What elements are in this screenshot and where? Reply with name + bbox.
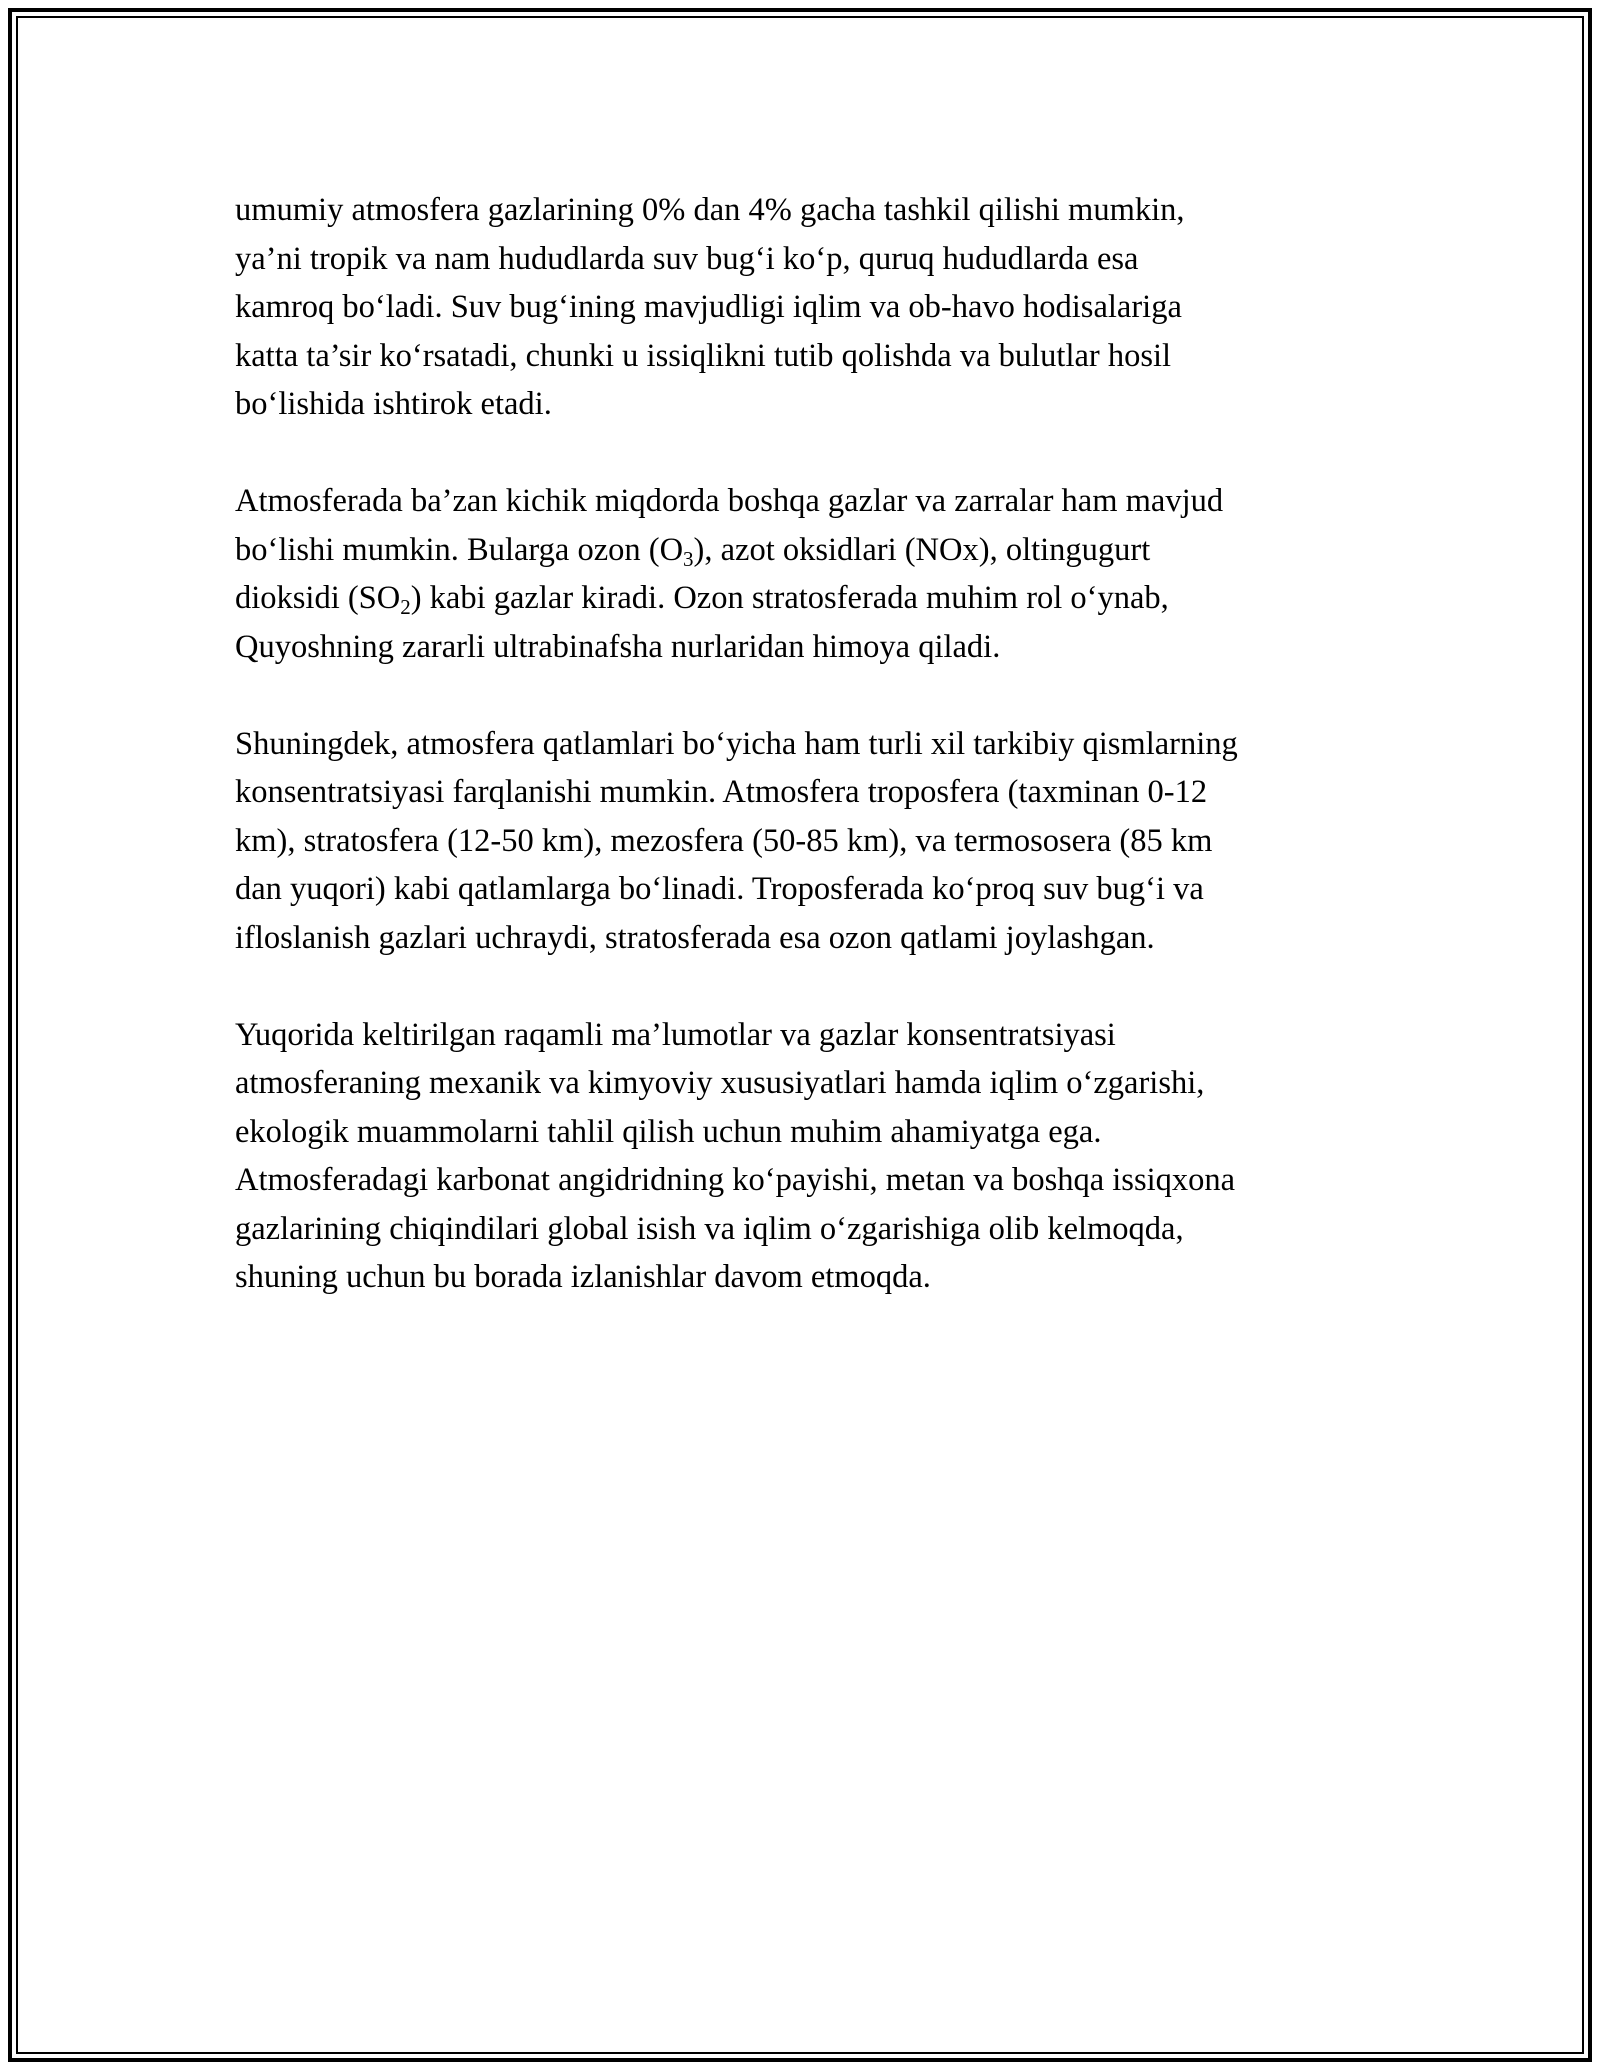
paragraph-2 [235, 477, 1395, 671]
subscript: 2 [400, 595, 411, 619]
text-line: konsentratsiyasi farqlanishi mumkin. Atmosfera troposfera (taxminan 0-12 [235, 774, 1208, 810]
text-line: katta ta’sir ko‘rsatadi, chunki u issiqlikni tutib qolishda va bulutlar hosil [235, 337, 1172, 374]
text-line: atmosferaning mexanik va kimyoviy xususiyatlari hamda iqlim o‘zgarishi, [235, 1065, 1205, 1101]
text-line: Quyoshning zararli ultrabinafsha nurlaridan himoya qiladi. [235, 628, 1001, 665]
text-line: gazlarining chiqindilari global isish va iqlim o‘zgarishiga olib kelmoqda, [235, 1210, 1184, 1247]
document-body [235, 186, 1395, 1350]
text-line: Shuningdek, atmosfera qatlamlari bo‘yicha ham turli xil tarkibiy qismlarning [235, 725, 1238, 762]
paragraph-3 [235, 720, 1395, 963]
subscript: 3 [683, 546, 694, 571]
text-line [235, 526, 1395, 575]
text-line: umumiy atmosfera gazlarining 0% dan 4% gacha tashkil qilishi mumkin, [235, 192, 1185, 228]
text-line: ifloslanish gazlari uchraydi, stratosferada esa ozon qatlami joylashgan. [235, 919, 1155, 956]
paragraph-1 [235, 186, 1395, 429]
text-segment: bo‘lishi mumkin. Bularga ozon (O [235, 531, 684, 568]
text-line: Yuqorida keltirilgan raqamli ma’lumotlar va gazlar konsentratsiyasi [235, 1016, 1116, 1053]
text-line: Atmosferadagi karbonat angidridning ko‘payishi, metan va boshqa issiqxona [235, 1162, 1236, 1198]
text-line: ekologik muammolarni tahlil qilish uchun muhim ahamiyatga ega. [235, 1113, 1102, 1150]
text-line: ya’ni tropik va nam hududlarda suv bug‘i ko‘p, quruq hududlarda esa [235, 240, 1139, 277]
text-line: km), stratosfera (12-50 km), mezosfera (50-85 km), va termososera (85 km [235, 822, 1213, 859]
text-line: dan yuqori) kabi qatlamlarga bo‘linadi. Troposferada ko‘proq suv bug‘i va [235, 871, 1204, 907]
text-line: Atmosferada ba’zan kichik miqdorda boshqa gazlar va zarralar ham mavjud [235, 483, 1224, 519]
text-line: bo‘lishida ishtirok etadi. [235, 386, 552, 422]
text-line: kamroq bo‘ladi. Suv bug‘ining mavjudligi iqlim va ob-havo hodisalariga [235, 289, 1182, 325]
text-segment: dioksidi (SO [235, 580, 401, 616]
paragraph-4 [235, 1011, 1395, 1302]
text-segment: ) kabi gazlar kiradi. Ozon stratosferada muhim rol o‘ynab, [410, 580, 1169, 616]
text-line: shuning uchun bu borada izlanishlar davom etmoqda. [235, 1259, 931, 1295]
text-segment: ), azot oksidlari (NOx), oltingugurt [693, 531, 1151, 568]
text-line [235, 574, 1395, 623]
